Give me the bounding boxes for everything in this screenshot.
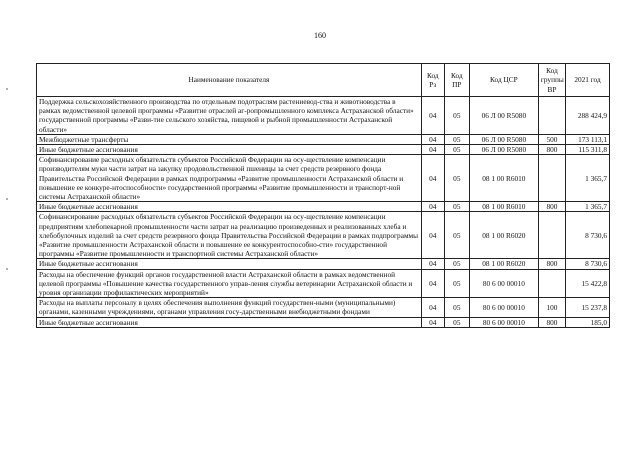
table-row [37, 202, 610, 212]
row-name: Поддержка сельскохозяйственного производства по отдельным подотраслям растениевод-ства и животноводства в рамках ведомственной целевой программы «Развитие отраслей аг-ропромышленного комплекса Астраханской области» государственной программы «Разви-тие сельского хозяйства, пищевой и рыбной промышленности Астраханской области» [37, 97, 422, 135]
row-name: Межбюджетные трансферты [37, 134, 422, 144]
row-amount: 115 311,8 [566, 145, 610, 155]
scan-speck [6, 268, 8, 270]
row-pr: 05 [444, 298, 469, 317]
row-pr: 05 [444, 269, 469, 298]
row-csr: 80 6 00 00010 [469, 298, 538, 317]
table-row [37, 134, 610, 144]
row-rz: 04 [421, 269, 444, 298]
header-pr: Код ПР [444, 64, 469, 97]
header-rz: Код Рз [421, 64, 444, 97]
row-amount: 173 113,1 [566, 134, 610, 144]
row-rz: 04 [421, 212, 444, 259]
row-name: Иные бюджетные ассигнования [37, 259, 422, 269]
table-row [37, 259, 610, 269]
table-body [37, 97, 610, 328]
row-rz: 04 [421, 317, 444, 327]
row-vr [538, 212, 565, 259]
row-csr: 08 1 00 R6020 [469, 259, 538, 269]
budget-table [36, 63, 610, 328]
table-row [37, 97, 610, 135]
row-vr [538, 97, 565, 135]
scan-speck [6, 88, 8, 90]
row-rz: 04 [421, 97, 444, 135]
header-vr: Код группы ВР [538, 64, 565, 97]
row-pr: 05 [444, 202, 469, 212]
row-vr: 800 [538, 317, 565, 327]
row-vr: 100 [538, 298, 565, 317]
table-row [37, 155, 610, 202]
row-amount: 8 730,6 [566, 212, 610, 259]
row-csr: 08 1 00 R6010 [469, 155, 538, 202]
row-pr: 05 [444, 155, 469, 202]
row-csr: 80 6 00 00010 [469, 317, 538, 327]
row-csr: 06 Л 00 R5080 [469, 97, 538, 135]
header-csr: Код ЦСР [469, 64, 538, 97]
row-name: Софинансирование расходных обязательств субъектов Российской Федерации на осу-ществление компенсации предприятиям хлебопекарной промышленности части затрат на реализацию произведенных и реализованных хлеба и хлебобулочных изделий за счет средств резервного фонда Правительства Российской Федерации в рамках подпрограммы «Развитие промышленности Астраханской области и повышение ее конкурентоспособно-сти» государственной программы «Развитие промышленности и транспортной системы Астраханской области» [37, 212, 422, 259]
scan-speck [6, 198, 8, 200]
row-rz: 04 [421, 202, 444, 212]
row-vr: 800 [538, 259, 565, 269]
row-amount: 1 365,7 [566, 202, 610, 212]
page-number: 160 [314, 31, 326, 40]
row-name: Иные бюджетные ассигнования [37, 317, 422, 327]
row-vr: 800 [538, 202, 565, 212]
row-rz: 04 [421, 259, 444, 269]
row-amount: 1 365,7 [566, 155, 610, 202]
row-amount: 185,0 [566, 317, 610, 327]
row-vr: 800 [538, 145, 565, 155]
row-name: Софинансирование расходных обязательств субъектов Российской Федерации на осу-ществление компенсации производителям муки части затрат на закупку продовольственной пшеницы за счет средств резервного фонда Правительства Российской Федерации в рамках подпрограммы «Развитие промышленности Астраханской области и повышение ее конкуре-нтоспособности» государственной программы «Развитие промышленности и транспорт-ной системы Астраханской области» [37, 155, 422, 202]
row-pr: 05 [444, 97, 469, 135]
row-name: Иные бюджетные ассигнования [37, 202, 422, 212]
row-rz: 04 [421, 145, 444, 155]
row-amount: 15 237,8 [566, 298, 610, 317]
header-name: Наименование показателя [37, 64, 422, 97]
row-amount: 288 424,9 [566, 97, 610, 135]
table-row [37, 298, 610, 317]
row-pr: 05 [444, 134, 469, 144]
row-csr: 06 Л 00 R5080 [469, 134, 538, 144]
row-pr: 05 [444, 145, 469, 155]
row-vr [538, 269, 565, 298]
row-csr: 08 1 00 R6020 [469, 212, 538, 259]
table-header [37, 64, 610, 97]
row-rz: 04 [421, 134, 444, 144]
row-pr: 05 [444, 317, 469, 327]
row-rz: 04 [421, 155, 444, 202]
row-csr: 80 6 00 00010 [469, 269, 538, 298]
table-row [37, 317, 610, 327]
table-row [37, 212, 610, 259]
row-name: Иные бюджетные ассигнования [37, 145, 422, 155]
row-vr [538, 155, 565, 202]
header-year: 2021 год [566, 64, 610, 97]
table-row [37, 145, 610, 155]
row-name: Расходы на выплаты персоналу в целях обеспечения выполнения функций государствен-ными (муниципальными) органами, казенными учреждениями, органами управления госу-дарственными внебюджетными фондами [37, 298, 422, 317]
row-pr: 05 [444, 259, 469, 269]
row-amount: 8 730,6 [566, 259, 610, 269]
row-csr: 06 Л 00 R5080 [469, 145, 538, 155]
row-vr: 500 [538, 134, 565, 144]
row-amount: 15 422,8 [566, 269, 610, 298]
row-pr: 05 [444, 212, 469, 259]
row-csr: 08 1 00 R6010 [469, 202, 538, 212]
row-name: Расходы на обеспечение функций органов государственной власти Астраханской области в рамках ведомственной целевой программы «Повышение качества государственного управ-ления службы ветеринарии Астраханской области и уровня организации профилактических мероприятий» [37, 269, 422, 298]
table-row [37, 269, 610, 298]
row-rz: 04 [421, 298, 444, 317]
